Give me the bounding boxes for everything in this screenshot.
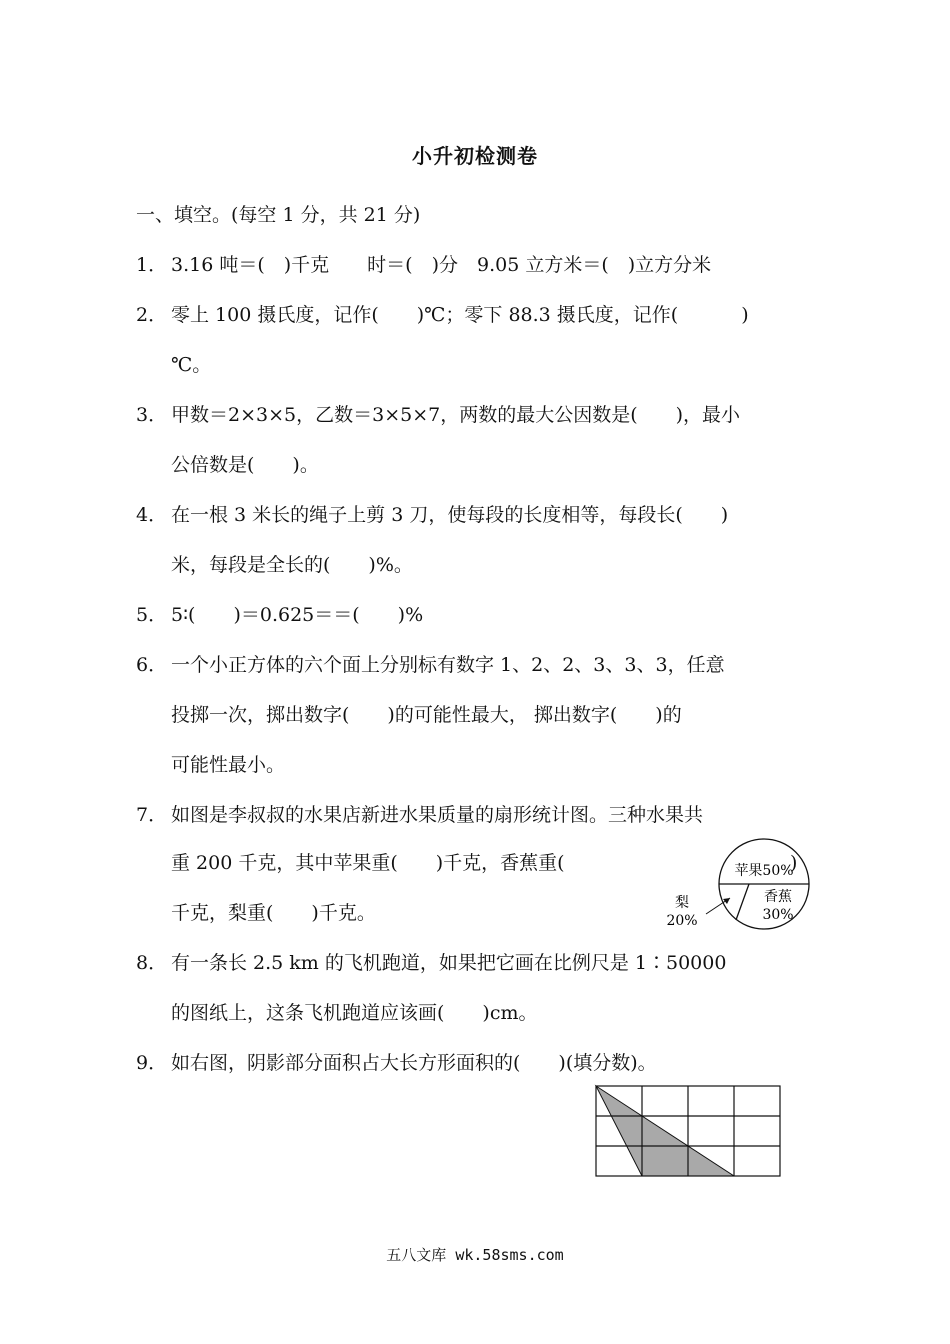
question-number: 3． <box>136 404 168 426</box>
page-footer: 五八文库 wk.58sms.com <box>386 1246 564 1264</box>
question-2-continuation: ℃。 <box>171 354 212 376</box>
pie-label-apple: 苹果50% <box>734 863 794 879</box>
question-5 <box>136 602 423 628</box>
question-1 <box>136 252 711 278</box>
question-number: 9． <box>136 1052 168 1074</box>
shaded-triangle <box>596 1086 734 1176</box>
question-7 <box>136 802 703 828</box>
question-2 <box>136 302 749 328</box>
question-text: 甲数＝2×3×5，乙数＝3×5×7，两数的最大公因数是( )，最小 <box>171 404 741 426</box>
pie-label-banana: 香蕉 <box>764 889 792 905</box>
question-text: 一个小正方体的六个面上分别标有数字 1、2、2、3、3、3，任意 <box>171 654 725 676</box>
question-number: 5． <box>136 604 168 626</box>
shaded-rectangle-grid <box>594 1084 784 1180</box>
section-heading: 一、填空。(每空 1 分，共 21 分) <box>136 204 421 226</box>
question-4 <box>136 502 728 528</box>
question-text: 零上 100 摄氏度，记作( )℃；零下 88.3 摄氏度，记作( ) <box>171 304 749 326</box>
pie-label-pear: 梨 <box>675 895 689 911</box>
question-6 <box>136 652 725 678</box>
question-7-paren-close: ) <box>790 852 798 874</box>
question-text: 在一根 3 米长的绳子上剪 3 刀，使每段的长度相等，每段长( ) <box>171 504 729 526</box>
question-4-continuation: 米，每段是全长的( )%。 <box>171 554 413 576</box>
question-6-continuation-2: 可能性最小。 <box>171 754 286 776</box>
question-text: 如图是李叔叔的水果店新进水果质量的扇形统计图。三种水果共 <box>171 804 704 826</box>
question-number: 8． <box>136 952 168 974</box>
question-7-continuation-2: 千克，梨重( )千克。 <box>171 902 376 924</box>
pear-pointer-arrow <box>723 898 730 904</box>
question-3-continuation: 公倍数是( )。 <box>171 454 319 476</box>
question-text: 如右图，阴影部分面积占大长方形面积的( )(填分数)。 <box>171 1052 657 1074</box>
question-number: 2． <box>136 304 168 326</box>
question-6-continuation: 投掷一次，掷出数字( )的可能性最大， 掷出数字( )的 <box>171 704 682 726</box>
question-8-continuation: 的图纸上，这条飞机跑道应该画( )cm。 <box>171 1002 538 1024</box>
page-title: 小升初检测卷 <box>412 144 538 168</box>
question-7-continuation: 重 200 千克，其中苹果重( )千克，香蕉重( <box>171 852 565 874</box>
question-9 <box>136 1050 657 1076</box>
question-number: 1． <box>136 254 168 276</box>
pie-label-pear-percent: 20% <box>666 913 698 929</box>
pie-divider-slanted <box>736 884 749 920</box>
question-number: 6． <box>136 654 168 676</box>
question-3 <box>136 402 740 428</box>
question-text: 有一条长 2.5 km 的飞机跑道，如果把它画在比例尺是 1∶50000 <box>171 952 727 974</box>
pie-label-banana-percent: 30% <box>762 907 794 923</box>
question-number: 7． <box>136 804 168 826</box>
question-text: 5∶( )＝0.625＝＝( )% <box>171 604 424 626</box>
question-8 <box>136 950 726 976</box>
question-number: 4． <box>136 504 168 526</box>
fruit-pie-chart <box>664 834 824 934</box>
question-text: 3.16 吨＝( )千克 时＝( )分 9.05 立方米＝( )立方分米 <box>171 254 712 276</box>
